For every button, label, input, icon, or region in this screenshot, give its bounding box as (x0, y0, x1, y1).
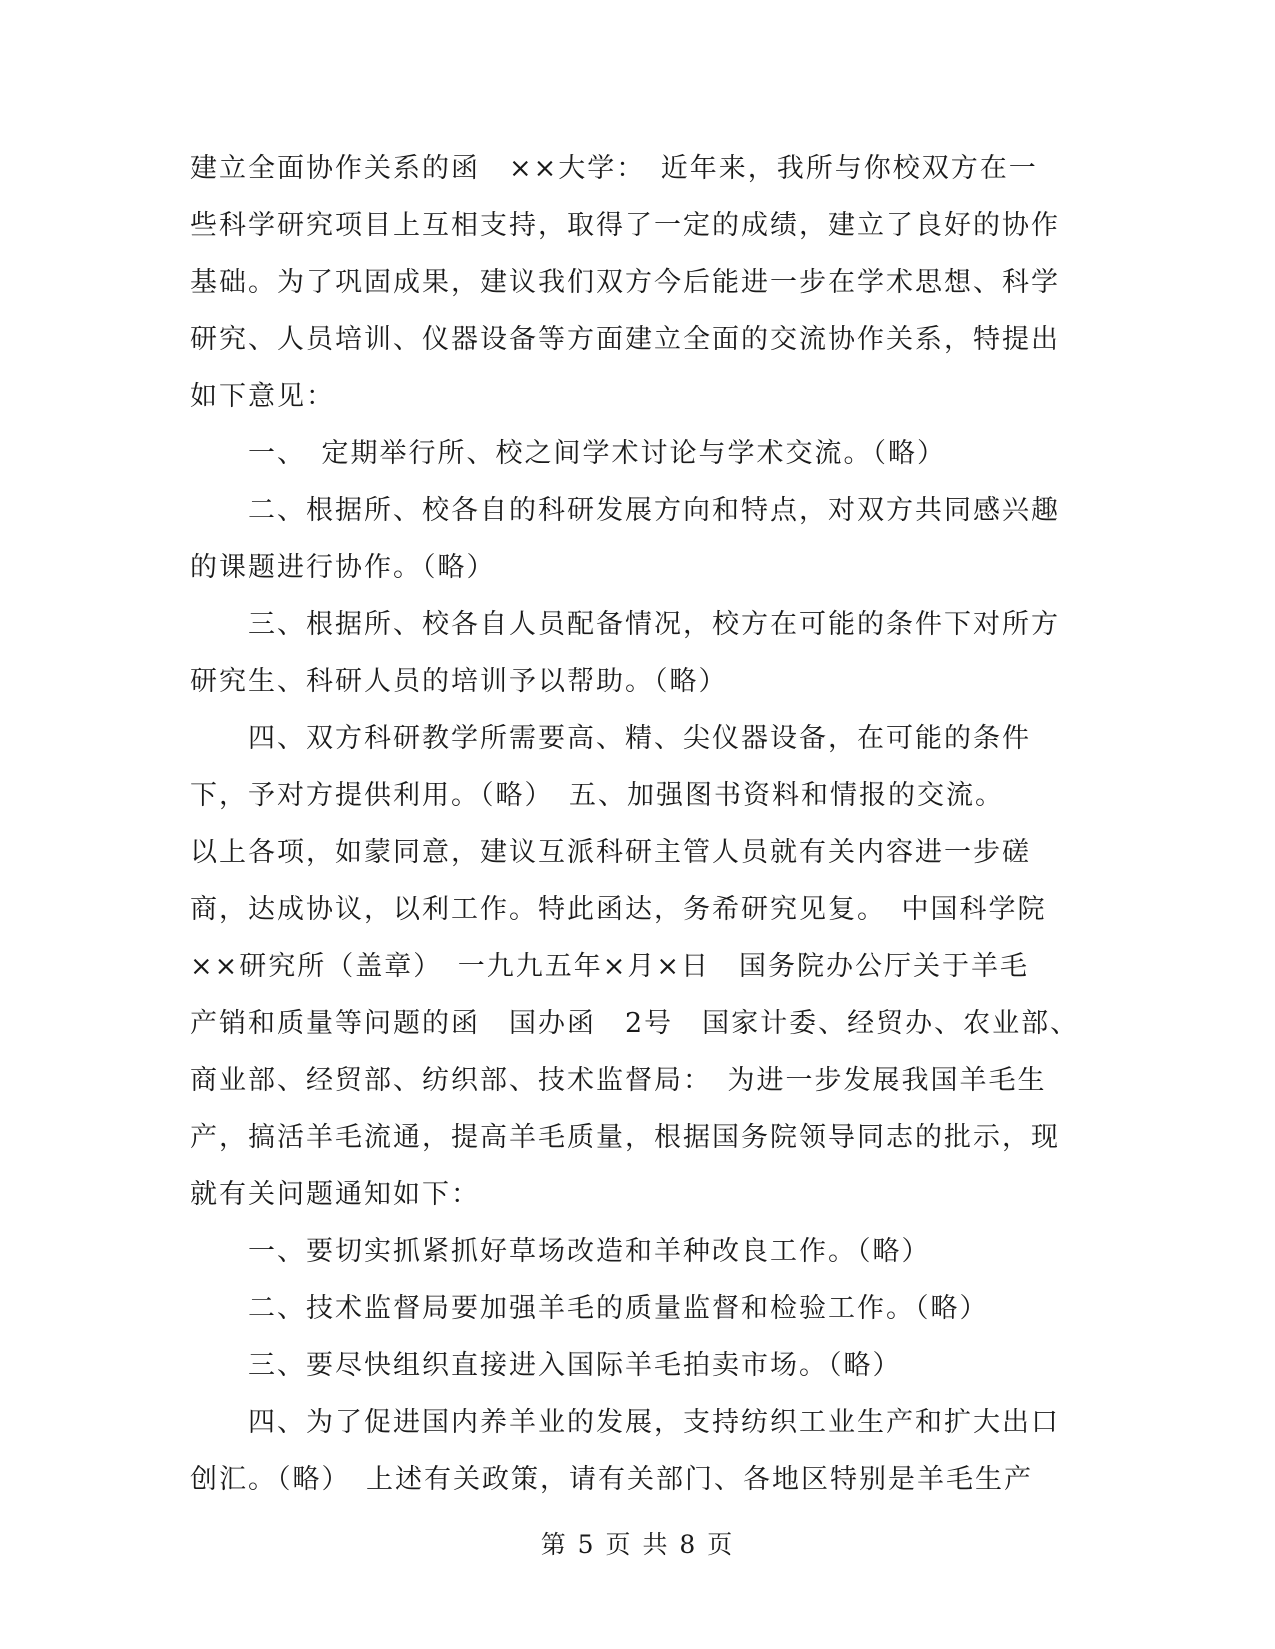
text-line: 三、要尽快组织直接进入国际羊毛拍卖市场。（略） (190, 1350, 902, 1381)
text-line: 产，搞活羊毛流通，提高羊毛质量，根据国务院领导同志的批示，现 (190, 1122, 1060, 1153)
text-line: 一、 定期举行所、校之间学术讨论与学术交流。（略） (190, 438, 946, 469)
text-line: 四、为了促进国内养羊业的发展，支持纺织工业生产和扩大出口 (190, 1407, 1060, 1438)
text-line: 如下意见： (190, 381, 335, 412)
text-line: 的课题进行协作。（略） (190, 552, 496, 583)
text-line: 些科学研究项目上互相支持，取得了一定的成绩，建立了良好的协作 (190, 210, 1060, 241)
text-line: 三、根据所、校各自人员配备情况，校方在可能的条件下对所方 (190, 609, 1060, 640)
text-line: 创汇。（略） 上述有关政策，请有关部门、各地区特别是羊毛生产 (190, 1464, 1033, 1495)
text-line: 下，予对方提供利用。（略） 五、加强图书资料和情报的交流。 (190, 780, 1004, 811)
text-line: 二、技术监督局要加强羊毛的质量监督和检验工作。（略） (190, 1293, 989, 1324)
text-line: ××研究所（盖章） 一九九五年×月×日 国务院办公厅关于羊毛 (190, 951, 1029, 982)
text-line: 建立全面协作关系的函 ××大学： 近年来，我所与你校双方在一 (190, 153, 1038, 184)
text-line: 二、根据所、校各自的科研发展方向和特点，对双方共同感兴趣 (190, 495, 1060, 526)
text-line: 产销和质量等问题的函 国办函 2号 国家计委、经贸办、农业部、 (190, 1008, 1080, 1039)
text-line: 就有关问题通知如下： (190, 1179, 480, 1210)
text-line: 研究生、科研人员的培训予以帮助。（略） (190, 666, 728, 697)
text-line: 基础。为了巩固成果，建议我们双方今后能进一步在学术思想、科学 (190, 267, 1060, 298)
text-line: 研究、人员培训、仪器设备等方面建立全面的交流协作关系，特提出 (190, 324, 1060, 355)
text-line: 以上各项，如蒙同意，建议互派科研主管人员就有关内容进一步磋 (190, 837, 1031, 868)
text-line: 四、双方科研教学所需要高、精、尖仪器设备，在可能的条件 (190, 723, 1031, 754)
text-line: 商业部、经贸部、纺织部、技术监督局： 为进一步发展我国羊毛生 (190, 1065, 1047, 1096)
document-body (190, 140, 1090, 1508)
text-line: 商，达成协议，以利工作。特此函达，务希研究见复。 中国科学院 (190, 894, 1047, 925)
text-line: 一、要切实抓紧抓好草场改造和羊种改良工作。（略） (190, 1236, 931, 1267)
page-number-footer: 第 5 页 共 8 页 (540, 1530, 735, 1559)
